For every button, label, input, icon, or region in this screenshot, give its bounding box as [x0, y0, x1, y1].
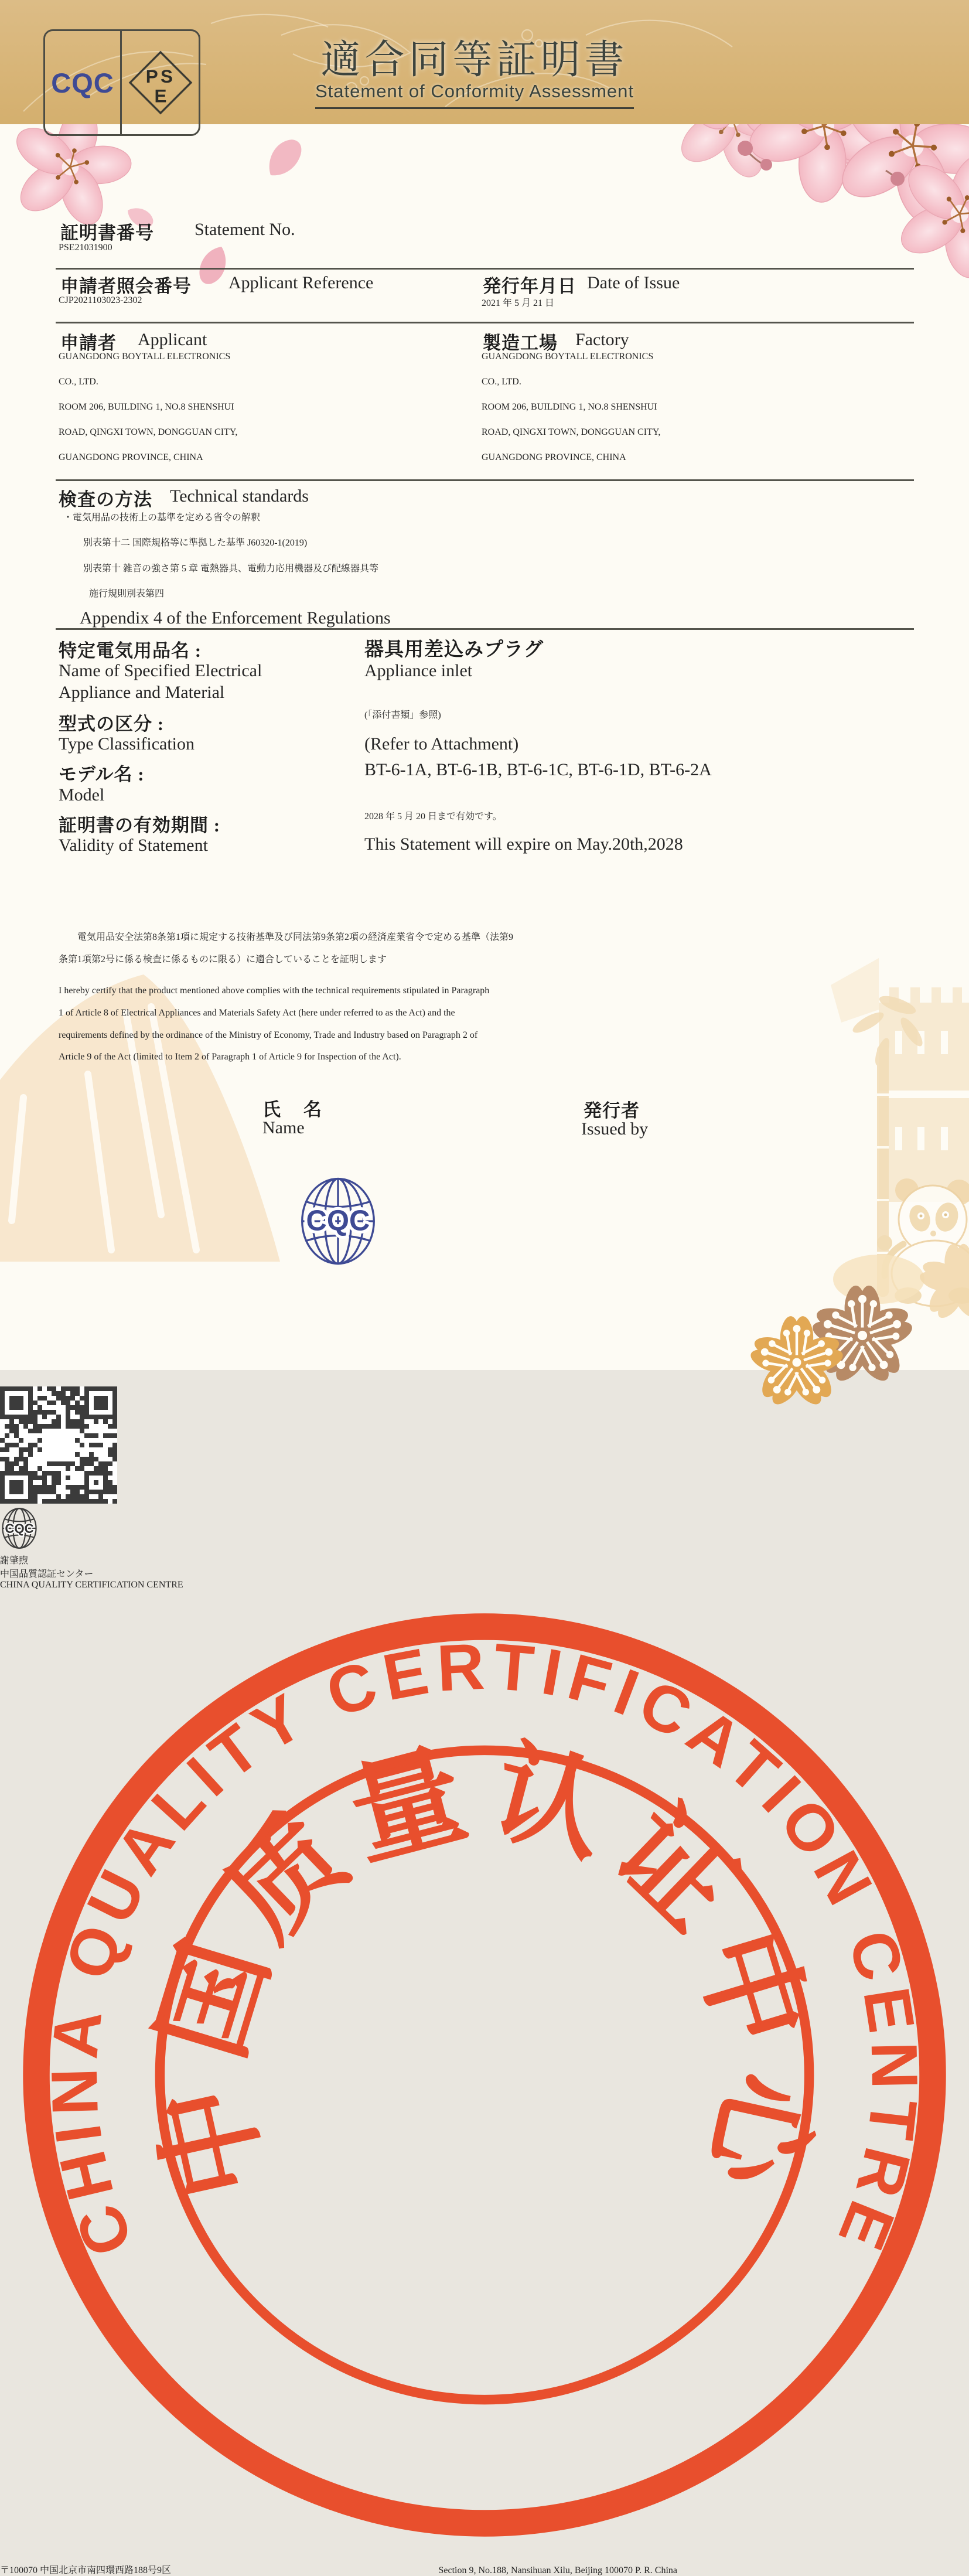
issue-date-label-jp: 発行年月日: [483, 276, 576, 297]
issuer-name-jp: 中国品質認証センター: [0, 1569, 94, 1579]
applicant-label-jp: 申請者: [60, 333, 117, 353]
factory-address-line: GUANGDONG PROVINCE, CHINA: [482, 452, 626, 462]
svg-text:CQC: CQC: [306, 1205, 370, 1237]
issue-date-label-en: Date of Issue: [587, 273, 680, 292]
name-label-jp: 氏 名: [262, 1099, 324, 1120]
factory-address-line: GUANGDONG BOYTALL ELECTRONICS: [482, 352, 654, 362]
statement-no-label-en: Statement No.: [195, 220, 295, 239]
standards-item: 施行規則別表第四: [89, 589, 165, 599]
qr-code: [0, 1386, 969, 1553]
factory-address-line: ROOM 206, BUILDING 1, NO.8 SHENSHUI: [482, 402, 657, 412]
divider: [56, 322, 914, 323]
factory-label-en: Factory: [575, 330, 629, 349]
applicant-ref-label-jp: 申請者照会番号: [60, 276, 192, 297]
name-label-en: Name: [262, 1118, 305, 1137]
standards-item: 別表第十 雑音の強さ第 5 章 電熱器具、電動力応用機器及び配線器具等: [83, 564, 379, 574]
validity-value-en: This Statement will expire on May.20th,2028: [364, 834, 683, 854]
pse-diamond-icon: [124, 46, 197, 120]
applicant-ref-label-en: Applicant Reference: [228, 273, 374, 292]
type-value-jp: (「添付書類」参照): [364, 710, 441, 720]
standards-item: ・電気用品の技術上の基準を定める省令の解釈: [63, 513, 261, 523]
title-underline: [315, 107, 634, 109]
signature: 謝肇煦: [0, 1556, 29, 1566]
issuer-name-en: CHINA QUALITY CERTIFICATION CENTRE: [0, 1580, 183, 1590]
stylized-flowers-bottomright: [748, 1244, 969, 1410]
legal-text-jp: 条第1項第2号に係る検査に係るものに限る）に適合していることを証明します: [59, 955, 387, 965]
page-title-english: Statement of Conformity Assessment: [315, 81, 634, 101]
applicant-address-line: CO., LTD.: [59, 377, 98, 387]
validity-label-jp: 証明書の有効期間 :: [59, 815, 221, 836]
issuer-label-en: Issued by: [581, 1119, 649, 1139]
pse-mark-cell: [122, 31, 199, 134]
validity-label-en: Validity of Statement: [59, 836, 208, 855]
applicant-address-line: GUANGDONG PROVINCE, CHINA: [59, 452, 203, 462]
issuer-label-jp: 発行者: [584, 1100, 640, 1121]
cqc-mark-cell: [45, 31, 122, 134]
divider: [56, 628, 914, 630]
applicant-address-line: ROOM 206, BUILDING 1, NO.8 SHENSHUI: [59, 402, 234, 412]
product-name-value-en: Appliance inlet: [364, 661, 473, 680]
legal-text-en: requirements defined by the ordinance of the Ministry of Economy, Trade and Industry based on Paragraph 2 of: [59, 1030, 478, 1040]
qr-center-logo: [0, 1507, 969, 1553]
standards-label-en: Technical standards: [170, 486, 309, 506]
type-value-en: (Refer to Attachment): [364, 734, 519, 754]
footer-address-en: Section 9, No.188, Nansihuan Xilu, Beijing 100070 P. R. China: [438, 2565, 678, 2575]
svg-text:CHINA QUALITY CERTIFICATION CE: CHINA QUALITY CERTIFICATION CENTRE: [37, 1629, 932, 2266]
divider: [56, 268, 914, 270]
divider: [56, 479, 914, 481]
product-name-value-jp: 器具用差込みプラグ: [364, 639, 544, 660]
applicant-address-line: GUANGDONG BOYTALL ELECTRONICS: [59, 352, 231, 362]
footer-address-jp: 〒100070 中国北京市南四環西路188号9区: [0, 2565, 172, 2575]
cqc-globe-icon: [0, 1507, 39, 1550]
statement-no-value: PSE21031900: [59, 243, 112, 253]
page-title-japanese: 適合同等証明書: [320, 38, 629, 82]
svg-text:E: E: [154, 85, 166, 107]
legal-text-en: I hereby certify that the product mentioned above complies with the technical requirements stipulated in Paragraph: [59, 986, 490, 996]
svg-text:PS: PS: [145, 66, 175, 87]
factory-address-line: ROAD, QINGXI TOWN, DONGGUAN CITY,: [482, 427, 661, 437]
applicant-label-en: Applicant: [138, 330, 207, 349]
red-seal-stamp: [0, 1590, 969, 2560]
svg-text:中国质量认证中心: 中国质量认证中心: [138, 1730, 831, 2210]
legal-text-jp: 電気用品安全法第8条第1項に規定する技術基準及び同法第9条第2項の経済産業省令で定める基準（法第9: [77, 932, 514, 942]
model-value: BT-6-1A, BT-6-1B, BT-6-1C, BT-6-1D, BT-6-2A: [364, 760, 712, 779]
legal-text-en: Article 9 of the Act (limited to Item 2 of Paragraph 1 of Article 9 for Inspection of the Act).: [59, 1052, 401, 1062]
cqc-globe-logo: [299, 1175, 377, 1267]
product-name-label-jp: 特定電気用品名 :: [59, 640, 202, 661]
model-label-en: Model: [59, 785, 105, 805]
standards-label-jp: 検査の方法: [59, 489, 152, 510]
factory-label-jp: 製造工場: [483, 333, 558, 353]
validity-value-jp: 2028 年 5 月 20 日まで有効です。: [364, 812, 502, 822]
great-wall-illustration: [831, 958, 969, 1202]
cqc-mark: CQC: [51, 67, 114, 98]
product-name-label-en: Name of Specified Electrical: [59, 661, 262, 680]
svg-text:CQC: CQC: [5, 1521, 34, 1536]
type-label-en: Type Classification: [59, 734, 195, 754]
standards-item: 別表第十二 国際規格等に準拠した基準 J60320-1(2019): [83, 538, 308, 548]
cqc-pse-logo: [43, 29, 200, 136]
factory-address-line: CO., LTD.: [482, 377, 521, 387]
issue-date-value: 2021 年 5 月 21 日: [482, 298, 555, 308]
model-label-jp: モデル名 :: [59, 764, 145, 785]
applicant-ref-value: CJP2021103023-2302: [59, 295, 142, 305]
legal-text-en: 1 of Article 8 of Electrical Appliances and Materials Safety Act (here under referred to as the Act) and the: [59, 1008, 455, 1018]
applicant-address-line: ROAD, QINGXI TOWN, DONGGUAN CITY,: [59, 427, 238, 437]
standards-item: Appendix 4 of the Enforcement Regulations: [80, 608, 391, 628]
product-name-label-en2: Appliance and Material: [59, 683, 225, 702]
qr-pattern: [0, 1386, 117, 1504]
type-label-jp: 型式の区分 :: [59, 714, 165, 734]
statement-no-label-jp: 証明書番号: [60, 223, 154, 243]
